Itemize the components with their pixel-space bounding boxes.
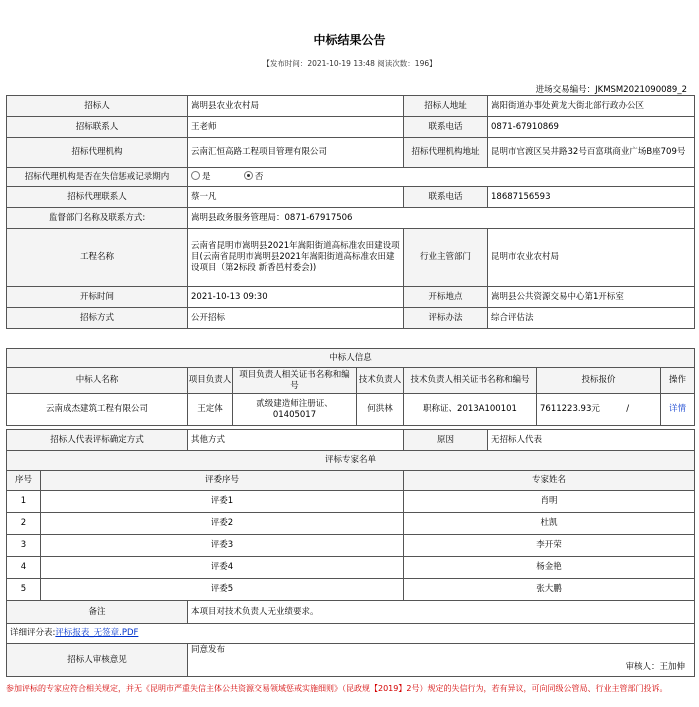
notice-text: 参加评标的专家应符合相关规定，并无《昆明市严重失信主体公共资源交易领域惩戒实施细则》（昆政规【2019】2号）规定的失信行为，若有异议，可向同级公管局、行业主管部门投诉。: [6, 684, 668, 693]
expert-no: 2: [7, 513, 41, 535]
detail-score-link[interactable]: 评标报表_无签章.PDF: [55, 628, 139, 638]
expert-no: 1: [7, 491, 41, 513]
winner-col-action: 操作: [661, 368, 695, 394]
reason-label: 原因: [404, 430, 488, 451]
method-label: 招标方式: [7, 308, 188, 329]
table-row: [7, 579, 695, 601]
expert-name: 杨金艳: [404, 557, 695, 579]
expert-name: 张大鹏: [404, 579, 695, 601]
agency-addr-value: 昆明市官渡区吴井路32号百富琪商业广场B座709号: [488, 138, 695, 168]
project-label: 工程名称: [7, 229, 188, 287]
remark-label: 备注: [7, 601, 188, 624]
expert-seq: 评委5: [41, 579, 404, 601]
expert-no: 5: [7, 579, 41, 601]
agency-contact-label: 招标代理联系人: [7, 187, 188, 208]
publish-info: 【发布时间：2021-10-19 13:48 阅读次数：196】: [262, 59, 437, 68]
expert-name: 肖明: [404, 491, 695, 513]
expert-table: [6, 429, 695, 677]
winner-section-title: 中标人信息: [7, 349, 695, 368]
winner-detail-link[interactable]: 详情: [661, 394, 695, 426]
table-row: [7, 513, 695, 535]
eval-value: 综合评估法: [488, 308, 695, 329]
winner-price-slash: /: [626, 403, 630, 414]
rep-label: 招标人代表评标确定方式: [7, 430, 188, 451]
dishonest-label: 招标代理机构是否在失信惩戒记录期内: [7, 168, 188, 187]
eval-label: 评标办法: [404, 308, 488, 329]
method-value: 公开招标: [188, 308, 404, 329]
tenderer-label: 招标人: [7, 96, 188, 117]
tenderer-value: 嵩明县农业农村局: [188, 96, 404, 117]
expert-section-title: 评标专家名单: [7, 451, 695, 471]
doc-number: 进场交易编号：JKMSM2021090089_2: [535, 85, 687, 95]
agency-phone-value: 18687156593: [488, 187, 695, 208]
detail-score-label: 详细评分表:: [10, 628, 56, 638]
industry-value: 昆明市农业农村局: [488, 229, 695, 287]
winner-col-pm: 项目负责人: [188, 368, 233, 394]
winner-col-tech: 技术负责人: [357, 368, 404, 394]
radio-yes[interactable]: 是: [191, 172, 211, 182]
expert-seq: 评委3: [41, 535, 404, 557]
industry-label: 行业主管部门: [404, 229, 488, 287]
phone-value: 0871-67910869: [488, 117, 695, 138]
project-value: 云南省昆明市嵩明县2021年嵩阳街道高标准农田建设项目(云南省昆明市嵩明县2021年嵩阳街道高标准农田建设项目（第2标段 新香邑村委会)): [188, 229, 404, 287]
winner-tech: 何洪林: [357, 394, 404, 426]
expert-name: 杜凯: [404, 513, 695, 535]
tenderer-addr-label: 招标人地址: [404, 96, 488, 117]
table-row: [7, 491, 695, 513]
dishonest-options: [188, 168, 695, 187]
radio-selected-icon: [244, 171, 253, 180]
winner-col-price: 投标报价: [537, 368, 661, 394]
tenderer-addr-value: 嵩阳街道办事处黄龙大街北部行政办公区: [488, 96, 695, 117]
basic-info-table: [6, 95, 695, 329]
open-time-value: 2021-10-13 09:30: [188, 287, 404, 308]
supervisor-value: 嵩明县政务服务管理局：0871-67917506: [188, 208, 695, 229]
table-row: [7, 557, 695, 579]
phone-label: 联系电话: [404, 117, 488, 138]
expert-col-name: 专家姓名: [404, 471, 695, 491]
winner-tech-cert: 职称证、2013A100101: [404, 394, 537, 426]
opinion-label: 招标人审核意见: [7, 644, 188, 677]
expert-col-no: 序号: [7, 471, 41, 491]
table-row: [7, 535, 695, 557]
detail-score-row: [7, 624, 695, 644]
contact-label: 招标联系人: [7, 117, 188, 138]
remark-value: 本项目对技术负责人无业绩要求。: [188, 601, 695, 624]
winner-table: [6, 348, 695, 426]
winner-col-pm-cert: 项目负责人相关证书名称和编号: [233, 368, 357, 394]
agency-value: 云南汇恒高路工程项目管理有限公司: [188, 138, 404, 168]
contact-value: 王老师: [188, 117, 404, 138]
winner-pm: 王定体: [188, 394, 233, 426]
opinion-cell: [188, 644, 695, 677]
expert-name: 李开荣: [404, 535, 695, 557]
reason-value: 无招标人代表: [488, 430, 695, 451]
agency-contact-value: 蔡一凡: [188, 187, 404, 208]
open-place-value: 嵩明县公共资源交易中心第1开标室: [488, 287, 695, 308]
expert-seq: 评委4: [41, 557, 404, 579]
winner-col-name: 中标人名称: [7, 368, 188, 394]
supervisor-label: 监督部门名称及联系方式:: [7, 208, 188, 229]
opinion-reviewer: 审核人：王加伸: [625, 662, 686, 672]
agency-addr-label: 招标代理机构地址: [404, 138, 488, 168]
open-time-label: 开标时间: [7, 287, 188, 308]
winner-price-cell: [537, 394, 661, 426]
open-place-label: 开标地点: [404, 287, 488, 308]
page-title: 中标结果公告: [313, 33, 386, 47]
expert-no: 4: [7, 557, 41, 579]
agency-label: 招标代理机构: [7, 138, 188, 168]
winner-price: 7611223.93元: [540, 403, 600, 414]
expert-seq: 评委2: [41, 513, 404, 535]
expert-no: 3: [7, 535, 41, 557]
expert-seq: 评委1: [41, 491, 404, 513]
radio-circle-icon: [191, 171, 200, 180]
agency-phone-label: 联系电话: [404, 187, 488, 208]
expert-col-seq: 评委序号: [41, 471, 404, 491]
winner-pm-cert: 贰级建造师注册证、01405017: [233, 394, 357, 426]
winner-col-tech-cert: 技术负责人相关证书名称和编号: [404, 368, 537, 394]
radio-no[interactable]: 否: [244, 172, 264, 182]
winner-name: 云南成杰建筑工程有限公司: [7, 394, 188, 426]
opinion-value: 同意发布: [191, 645, 226, 655]
rep-value: 其他方式: [188, 430, 404, 451]
